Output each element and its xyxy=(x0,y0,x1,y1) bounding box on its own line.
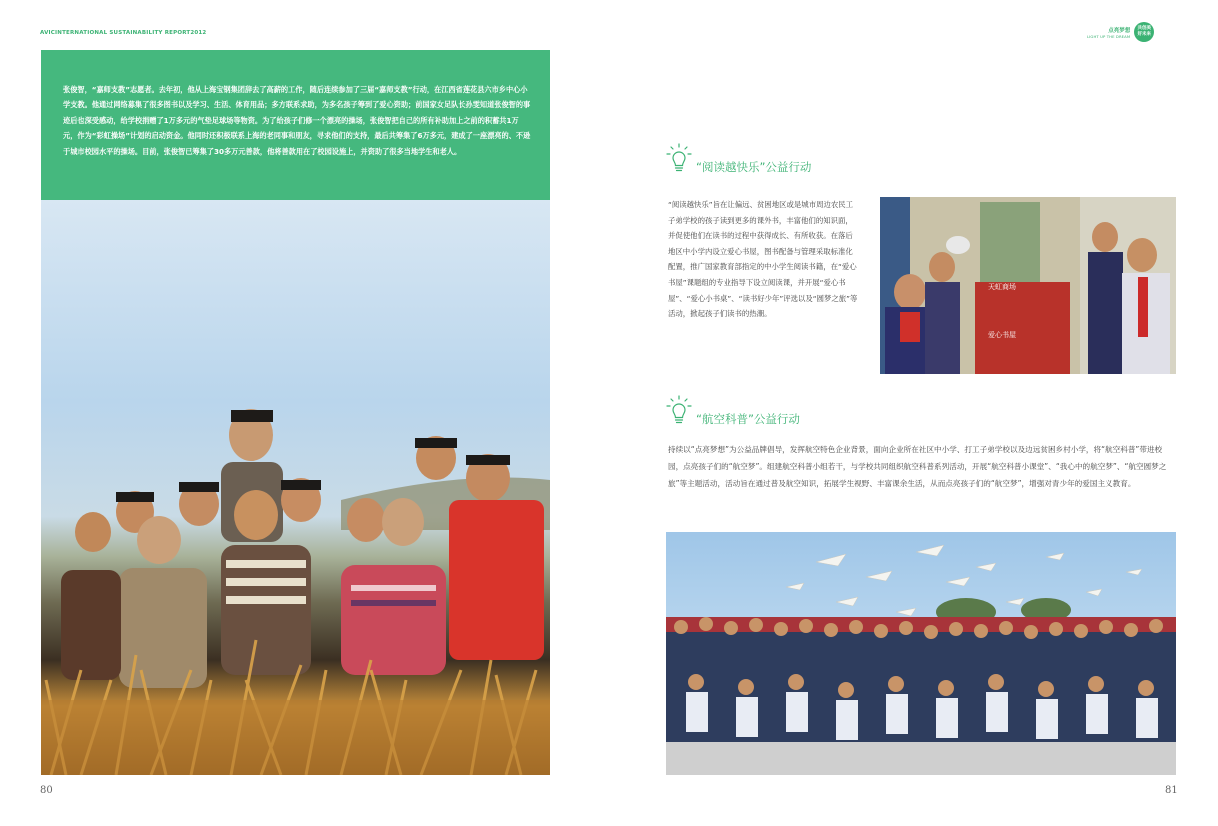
reading-photo-illustration xyxy=(880,197,1176,374)
lightbulb-icon xyxy=(666,395,692,427)
brand-logo xyxy=(1087,22,1154,42)
planes-photo-illustration xyxy=(666,532,1176,775)
volunteer-children-photo xyxy=(41,200,550,775)
volunteer-story-box xyxy=(41,50,550,200)
page-number-left: 80 xyxy=(40,785,53,796)
aero-section-title xyxy=(666,395,800,427)
lightbulb-icon xyxy=(666,143,692,175)
reading-body-text: “阅读越快乐”旨在让偏远、贫困地区或是城市周边农民工子弟学校的孩子读到更多的课外书，丰富他们的知识面，并促使他们在读书的过程中获得成长、有所收获。在落后地区中小学内设立爱心书屋，图书配备与管理采取标准化配置，推广国家教育部指定的中小学生阅读书籍，在“爱心书屋”课题组的专业指导下设立阅读课，并开展“爱心书屋”、“爱心小书桌”、“读书好少年”评选以及“圆梦之旅”等活动，掀起孩子们读书的热潮。 xyxy=(668,200,858,319)
photo-sign-1: 天虹商场 xyxy=(988,283,1016,291)
brand-slogan xyxy=(1087,26,1130,39)
brand-slogan-en: LIGHT UP THE DREAM xyxy=(1087,33,1131,39)
brand-badge-line2: 好未来 xyxy=(1137,32,1151,37)
aero-title-text: “航空科普”公益行动 xyxy=(696,412,800,426)
brand-badge-icon xyxy=(1134,22,1154,42)
brand-badge-line1: 共创美 xyxy=(1137,26,1151,31)
brand-slogan-cn: 点亮梦想 xyxy=(1108,27,1131,34)
aero-body-text: 持续以“点亮梦想”为公益品牌倡导，发挥航空特色企业背景，面向企业所在社区中小学、打工子弟学校以及边远贫困乡村小学，将“航空科普”带进校园，点亮孩子们的“航空梦”。组建航空科普小组若干，与学校共同组织航空科普系列活动，开展“航空科普小课堂”、“我心中的航空梦”、“航空圆梦之旅”等主题活动，活动旨在通过普及航空知识，拓展学生视野、丰富课余生活，从而点亮孩子们的“航空梦”，增强对青少年的爱国主义教育。 xyxy=(668,445,1167,488)
paper-planes-photo xyxy=(666,532,1176,775)
photo-sign-2: 爱心书屋 xyxy=(988,331,1016,339)
reading-children-photo xyxy=(880,197,1176,374)
reading-section-title xyxy=(666,143,811,175)
reading-title-text: “阅读越快乐”公益行动 xyxy=(696,160,812,174)
report-header: AVICINTERNATIONAL SUSTAINABILITY REPORT2012 xyxy=(40,30,207,36)
photo-illustration xyxy=(41,200,550,775)
page-number-right: 81 xyxy=(1165,785,1178,796)
volunteer-story-text: 张俊智，“嘉师支教”志愿者。去年初，他从上海宝钢集团辞去了高薪的工作，随后连续参加了三届“嘉师支教”行动，在江西省莲花县六市乡中心小学支教。他通过网络募集了很多图书以及学习、生活、体育用品；多方联系求助，为多名孩子筹到了爱心资助；前国家女足队长孙雯知道张俊智的事迹后也深受感动，给学校捐赠了1万多元的气垫足球场等物资。为了给孩子们修一个漂亮的操场，张俊智把自己的所有补助加上之前的积蓄共1万元，作为“彩虹操场”计划的启动资金。他同时还积极联系上海的老同事和朋友，寻求他们的支持，最后共筹集了6万多元，建成了一座漂亮的、不逊于城市校园水平的操场。目前，张俊智已筹集了30多万元善款，他将善款用在了校园设施上，并资助了很多当地学生和老人。 xyxy=(63,85,531,156)
